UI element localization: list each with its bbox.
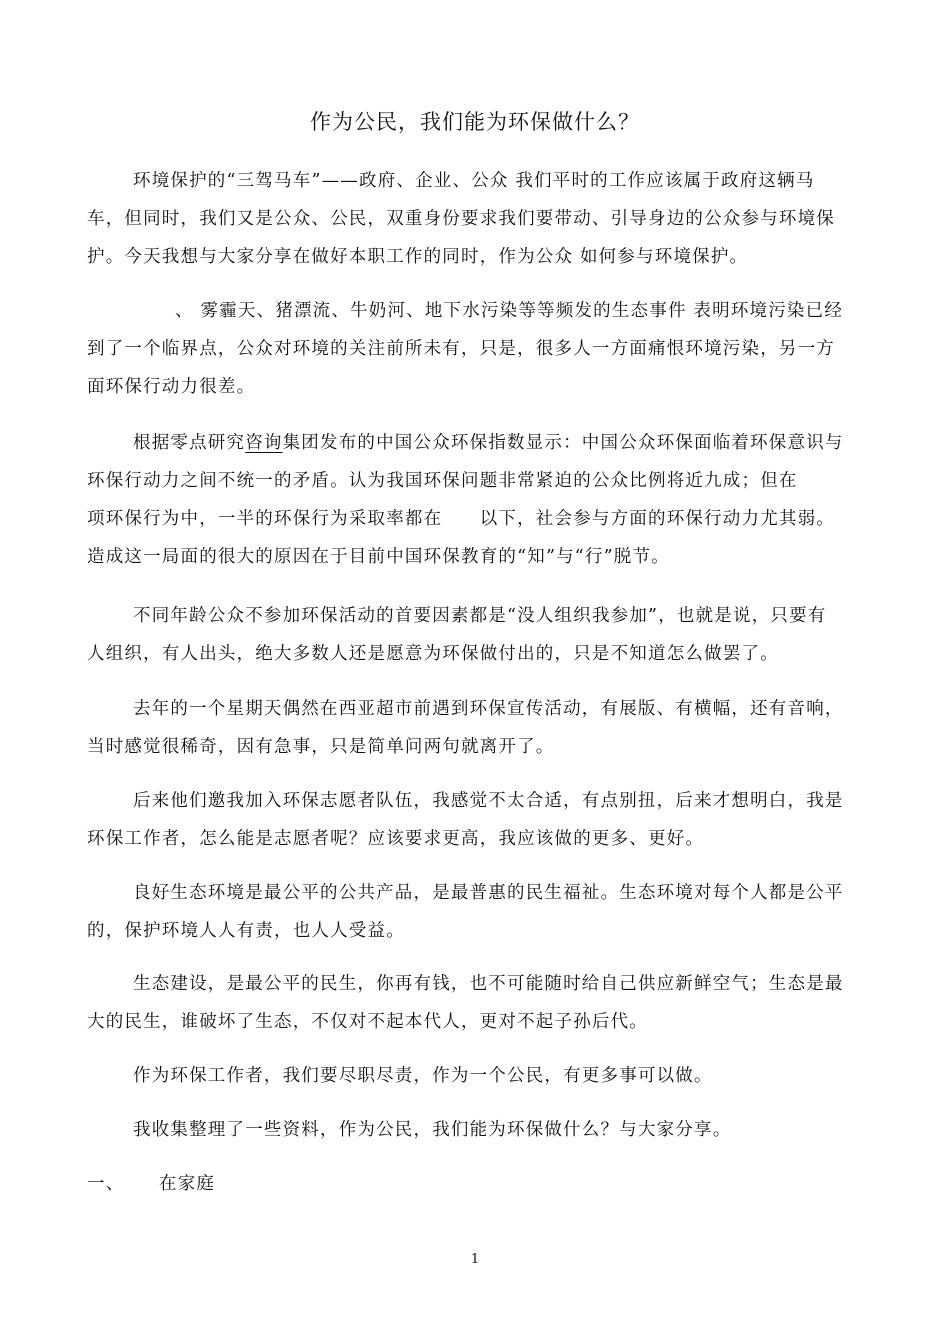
paragraph-line: 我收集整理了一些资料，作为公民，我们能为环保做什么？与大家分享。 <box>133 1120 732 1140</box>
paragraph-7 <box>87 874 867 950</box>
paragraph-line: 良好生态环境是最公平的公共产品，是最普惠的民生福祉。生态环境对每个人都是公平 <box>133 883 844 903</box>
paragraph-text: 根据零点研究 <box>133 433 246 453</box>
paragraph-1 <box>87 162 867 276</box>
paragraph-line: 的，保护环境人人有责，也人人受益。 <box>87 921 405 941</box>
underlined-word: 咨询 <box>245 433 283 453</box>
section-heading-text: 在家庭 <box>159 1174 216 1194</box>
paragraph-line: 项环保行为中，一半的环保行为采取率都在 以下，社会参与方面的环保行动力尤其弱。 <box>87 509 835 529</box>
paragraph-line <box>87 424 867 462</box>
paragraph-line: 当时感觉很稀奇，因有急事，只是简单问两句就离开了。 <box>87 737 555 757</box>
paragraph-5 <box>87 690 867 766</box>
paragraph-line: 护。今天我想与大家分享在做好本职工作的同时，作为公众 如何参与环境保护。 <box>87 247 749 267</box>
paragraph-8 <box>87 965 867 1041</box>
paragraph-line: 环保工作者，怎么能是志愿者呢？应该要求更高，我应该做的更多、更好。 <box>87 829 705 849</box>
paragraph-4 <box>87 597 867 673</box>
paragraph-line: 后来他们邀我加入环保志愿者队伍，我感觉不太合适，有点别扭，后来才想明白，我是 <box>133 791 844 811</box>
paragraph-3 <box>87 424 867 576</box>
paragraph-line: 作为环保工作者，我们要尽职尽责，作为一个公民，有更多事可以做。 <box>133 1066 713 1086</box>
paragraph-line: 车，但同时，我们又是公众、公民，双重身份要求我们要带动、引导身边的公众参与环境保 <box>87 209 835 229</box>
document-title: 作为公民，我们能为环保做什么？ <box>310 110 640 134</box>
paragraph-line: 环境保护的“三驾马车”——政府、企业、公众 我们平时的工作应该属于政府这辆马 <box>133 171 815 191</box>
paragraph-text: 集团发布的中国公众环保指数显示：中国公众环保面临着环保意识与 <box>282 433 844 453</box>
paragraph-line: 面环保行动力很差。 <box>87 377 256 397</box>
paragraph-line: 大的民生，谁破坏了生态，不仅对不起本代人，更对不起子孙后代。 <box>87 1012 648 1032</box>
paragraph-line: 人组织，有人出头，绝大多数人还是愿意为环保做付出的，只是不知道怎么做罢了。 <box>87 644 779 664</box>
paragraph-line: 环保行动力之间不统一的矛盾。认为我国环保问题非常紧迫的公众比例将近九成；但在 <box>87 471 798 491</box>
paragraph-9 <box>87 1057 867 1095</box>
paragraph-line: 、 雾霾天、猪漂流、牛奶河、地下水污染等等频发的生态事件 表明环境污染已经 <box>175 301 844 321</box>
paragraph-line: 去年的一个星期天偶然在西亚超市前遇到环保宣传活动，有展版、有横幅，还有音响， <box>133 699 844 719</box>
page-number: 1 <box>470 1252 480 1267</box>
paragraph-line: 造成这一局面的很大的原因在于目前中国环保教育的“知”与“行”脱节。 <box>87 547 670 567</box>
section-heading <box>87 1170 215 1195</box>
paragraph-line: 不同年龄公众不参加环保活动的首要因素都是“没人组织我参加”，也就是说，只要有 <box>133 606 827 626</box>
paragraph-line: 到了一个临界点，公众对环境的关注前所未有，只是，很多人一方面痛恨环境污染，另一方 <box>87 339 835 359</box>
section-number: 一、 <box>87 1174 125 1194</box>
paragraph-10 <box>87 1111 867 1149</box>
paragraph-6 <box>87 782 867 858</box>
paragraph-2 <box>87 292 867 406</box>
paragraph-line: 生态建设，是最公平的民生，你再有钱，也不可能随时给自己供应新鲜空气；生态是最 <box>133 974 844 994</box>
